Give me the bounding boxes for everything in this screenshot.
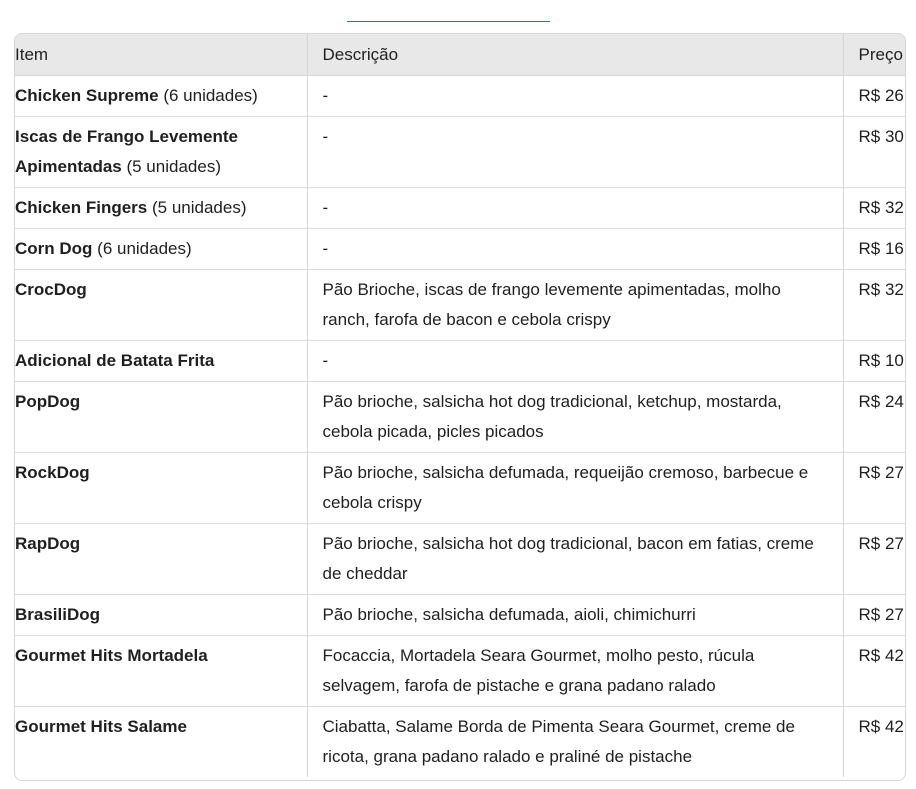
item-name: Chicken Fingers <box>15 198 148 217</box>
item-description: Pão brioche, salsicha hot dog tradicional, ketchup, mostarda, cebola picada, picles picados <box>307 382 843 453</box>
item-price: R$ 27 <box>843 453 906 524</box>
item-cell <box>15 595 307 636</box>
item-name: Corn Dog <box>15 239 93 258</box>
item-price: R$ 26 <box>843 76 906 117</box>
item-description: Pão Brioche, iscas de frango levemente apimentadas, molho ranch, farofa de bacon e cebola crispy <box>307 270 843 341</box>
item-cell <box>15 636 307 707</box>
table-row <box>15 76 906 117</box>
item-quantity: (6 unidades) <box>158 86 258 105</box>
header-price: Preço <box>843 34 906 76</box>
item-price: R$ 16 <box>843 229 906 270</box>
table-row <box>15 117 906 188</box>
item-description: Ciabatta, Salame Borda de Pimenta Seara Gourmet, creme de ricota, grana padano ralado e praliné de pistache <box>307 707 843 778</box>
item-price: R$ 27 <box>843 595 906 636</box>
link-underline[interactable] <box>347 21 550 22</box>
item-name: Adicional de Batata Frita <box>15 351 215 370</box>
menu-table <box>15 34 906 777</box>
item-name: PopDog <box>15 392 81 411</box>
item-quantity: (5 unidades) <box>121 157 221 176</box>
item-name: Iscas de Frango Levemente Apimentadas <box>15 127 238 176</box>
item-cell <box>15 117 307 188</box>
table-row <box>15 524 906 595</box>
item-name: Gourmet Hits Salame <box>15 717 187 736</box>
item-quantity: (6 unidades) <box>92 239 192 258</box>
item-cell <box>15 453 307 524</box>
item-quantity: (5 unidades) <box>147 198 247 217</box>
item-cell <box>15 382 307 453</box>
item-price: R$ 42 <box>843 636 906 707</box>
table-row <box>15 188 906 229</box>
item-description: Focaccia, Mortadela Seara Gourmet, molho pesto, rúcula selvagem, farofa de pistache e grana padano ralado <box>307 636 843 707</box>
item-name: BrasiliDog <box>15 605 101 624</box>
item-cell <box>15 229 307 270</box>
header-item: Item <box>15 34 307 76</box>
item-description: - <box>307 341 843 382</box>
item-price: R$ 24 <box>843 382 906 453</box>
item-description: - <box>307 76 843 117</box>
item-name: Chicken Supreme <box>15 86 159 105</box>
item-description: - <box>307 229 843 270</box>
item-name: CrocDog <box>15 280 87 299</box>
table-row <box>15 341 906 382</box>
item-cell <box>15 188 307 229</box>
item-price: R$ 27 <box>843 524 906 595</box>
table-row <box>15 453 906 524</box>
item-price: R$ 32 <box>843 188 906 229</box>
item-name: RapDog <box>15 534 81 553</box>
table-row <box>15 270 906 341</box>
table-header-row <box>15 34 906 76</box>
table-row <box>15 229 906 270</box>
item-cell <box>15 707 307 778</box>
item-cell <box>15 341 307 382</box>
item-description: - <box>307 188 843 229</box>
table-row <box>15 707 906 778</box>
table-row <box>15 382 906 453</box>
table-row <box>15 595 906 636</box>
item-price: R$ 42 <box>858 717 904 736</box>
item-description: Pão brioche, salsicha defumada, requeijão cremoso, barbecue e cebola crispy <box>307 453 843 524</box>
item-cell <box>15 524 307 595</box>
item-price: R$ 10 <box>843 341 906 382</box>
item-name: RockDog <box>15 463 90 482</box>
item-description: Pão brioche, salsicha hot dog tradicional, bacon em fatias, creme de cheddar <box>307 524 843 595</box>
header-description: Descrição <box>307 34 843 76</box>
menu-table-container <box>14 33 906 781</box>
item-price: R$ 30 <box>843 117 906 188</box>
item-description: - <box>307 117 843 188</box>
item-name: Gourmet Hits Mortadela <box>15 646 208 665</box>
item-cell <box>15 76 307 117</box>
table-row <box>15 636 906 707</box>
item-description: Pão brioche, salsicha defumada, aioli, chimichurri <box>307 595 843 636</box>
item-cell <box>15 270 307 341</box>
item-price: R$ 32 <box>843 270 906 341</box>
